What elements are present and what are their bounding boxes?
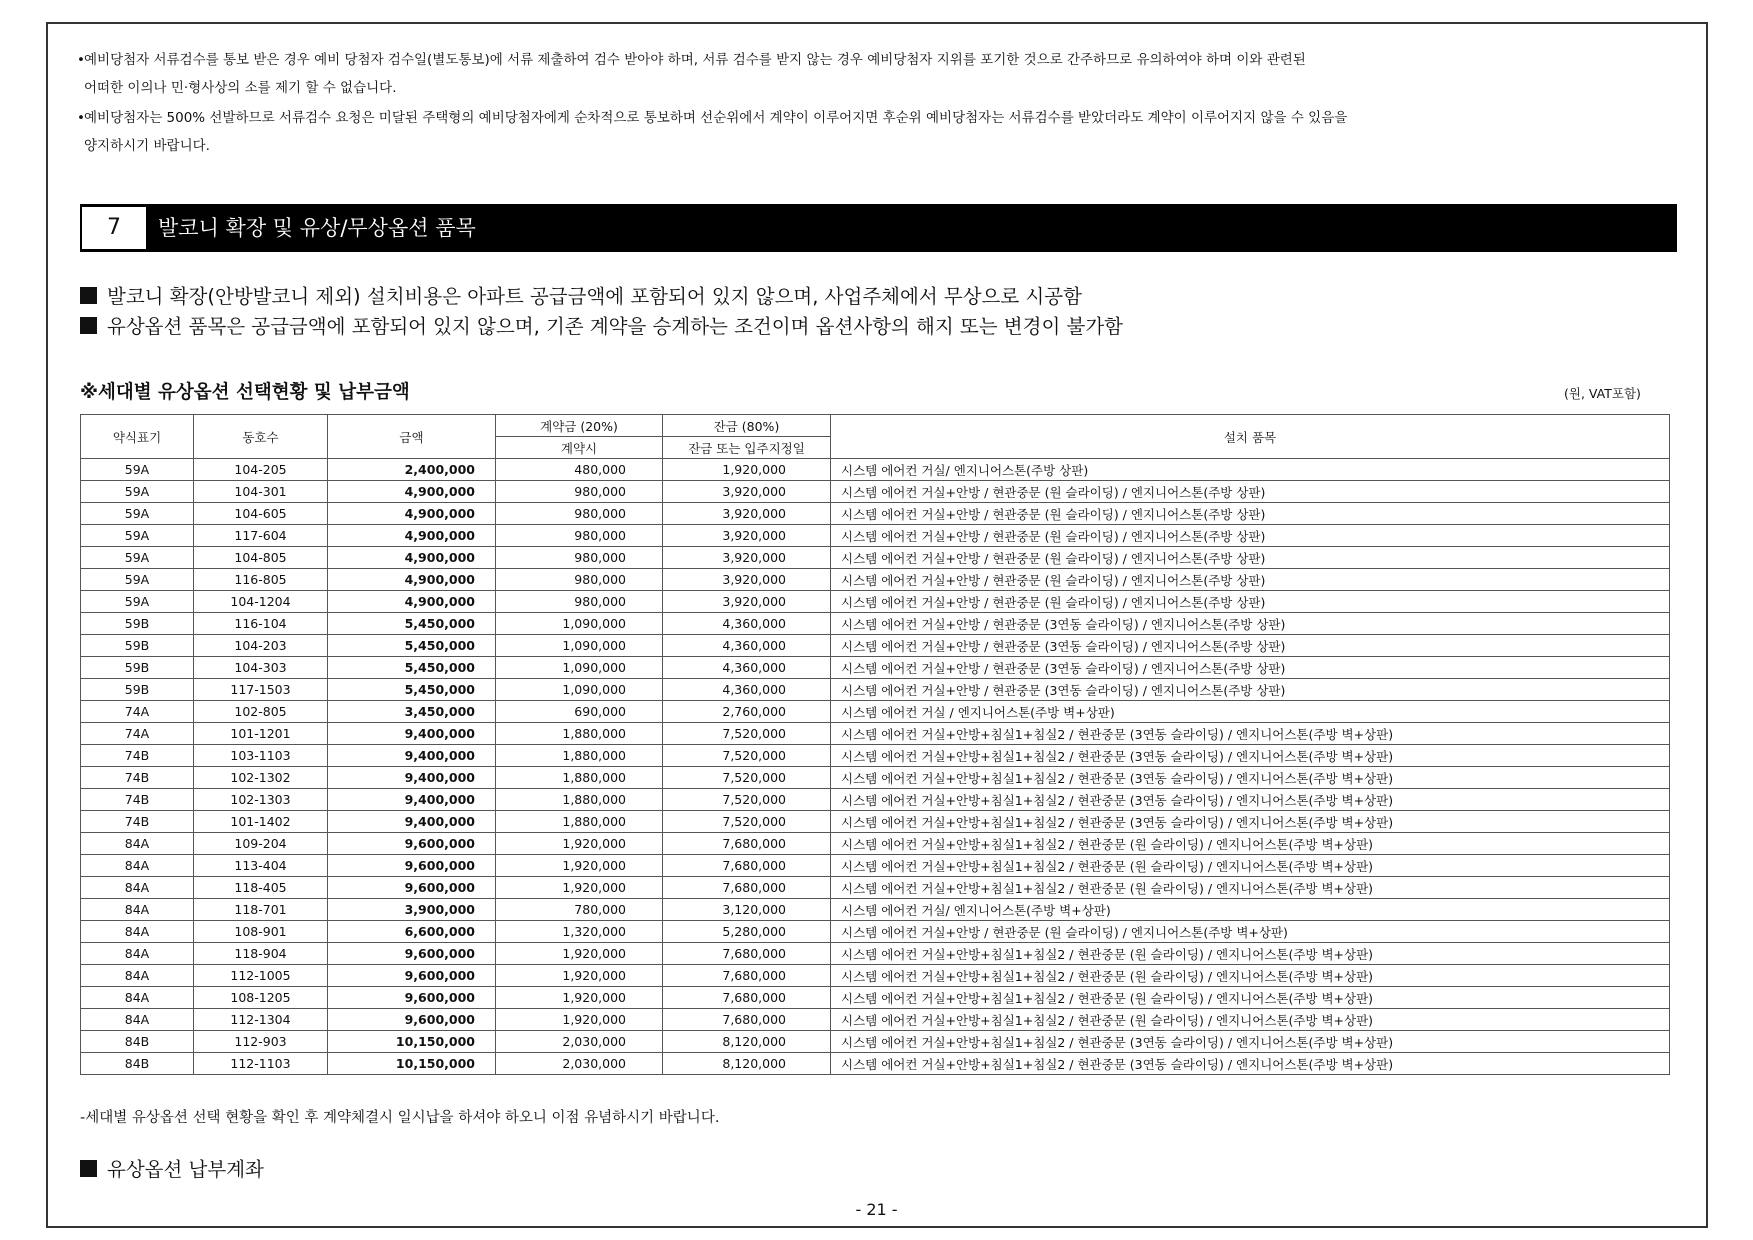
cell-unit: 118-701	[194, 899, 328, 921]
cell-deposit: 1,090,000	[496, 613, 663, 635]
cell-amount: 9,600,000	[328, 877, 496, 899]
cell-unit: 113-404	[194, 855, 328, 877]
cell-unit: 117-1503	[194, 679, 328, 701]
cell-items: 시스템 에어컨 거실+안방+침실1+침실2 / 현관중문 (3연동 슬라이딩) / 엔지니어스톤(주방 벽+상판)	[831, 789, 1670, 811]
cell-balance: 3,920,000	[663, 591, 831, 613]
header-deposit-sub: 계약시	[496, 437, 663, 459]
cell-balance: 3,120,000	[663, 899, 831, 921]
cell-deposit: 780,000	[496, 899, 663, 921]
cell-type: 84B	[81, 1031, 194, 1053]
cell-deposit: 1,920,000	[496, 965, 663, 987]
cell-type: 59A	[81, 525, 194, 547]
cell-unit: 118-405	[194, 877, 328, 899]
cell-balance: 7,680,000	[663, 943, 831, 965]
cell-unit: 116-805	[194, 569, 328, 591]
table-row	[81, 855, 1670, 877]
cell-deposit: 1,920,000	[496, 943, 663, 965]
payment-heading-line	[80, 1154, 264, 1182]
cell-amount: 9,600,000	[328, 1009, 496, 1031]
notice-line: 양지하시기 바랍니다.	[84, 138, 210, 154]
cell-type: 74B	[81, 789, 194, 811]
cell-balance: 3,920,000	[663, 481, 831, 503]
cell-deposit: 1,880,000	[496, 767, 663, 789]
cell-items: 시스템 에어컨 거실+안방 / 현관중문 (원 슬라이딩) / 엔지니어스톤(주방 상판)	[831, 481, 1670, 503]
cell-amount: 5,450,000	[328, 657, 496, 679]
table-row	[81, 943, 1670, 965]
cell-type: 59A	[81, 503, 194, 525]
cell-amount: 4,900,000	[328, 591, 496, 613]
cell-items: 시스템 에어컨 거실+안방+침실1+침실2 / 현관중문 (3연동 슬라이딩) / 엔지니어스톤(주방 벽+상판)	[831, 811, 1670, 833]
cell-type: 59A	[81, 459, 194, 481]
cell-balance: 7,680,000	[663, 987, 831, 1009]
cell-amount: 9,600,000	[328, 987, 496, 1009]
table-row	[81, 1009, 1670, 1031]
cell-items: 시스템 에어컨 거실+안방 / 현관중문 (3연동 슬라이딩) / 엔지니어스톤(주방 상판)	[831, 635, 1670, 657]
unit-note: (원, VAT포함)	[1564, 386, 1641, 401]
payment-heading: 유상옵션 납부계좌	[107, 1158, 264, 1181]
table-row	[81, 1053, 1670, 1075]
cell-balance: 7,680,000	[663, 965, 831, 987]
cell-type: 59A	[81, 591, 194, 613]
cell-amount: 3,900,000	[328, 899, 496, 921]
cell-items: 시스템 에어컨 거실+안방 / 현관중문 (3연동 슬라이딩) / 엔지니어스톤(주방 상판)	[831, 679, 1670, 701]
cell-unit: 108-901	[194, 921, 328, 943]
cell-unit: 102-805	[194, 701, 328, 723]
cell-amount: 4,900,000	[328, 547, 496, 569]
cell-deposit: 1,090,000	[496, 657, 663, 679]
section-number: 7	[82, 207, 146, 249]
cell-items: 시스템 에어컨 거실+안방+침실1+침실2 / 현관중문 (원 슬라이딩) / 엔지니어스톤(주방 벽+상판)	[831, 833, 1670, 855]
cell-type: 74B	[81, 767, 194, 789]
table-row	[81, 679, 1670, 701]
table-row	[81, 1031, 1670, 1053]
cell-amount: 9,400,000	[328, 723, 496, 745]
table-body	[81, 459, 1670, 1075]
cell-items: 시스템 에어컨 거실+안방+침실1+침실2 / 현관중문 (원 슬라이딩) / 엔지니어스톤(주방 벽+상판)	[831, 1009, 1670, 1031]
cell-deposit: 1,920,000	[496, 833, 663, 855]
table-row	[81, 767, 1670, 789]
cell-items: 시스템 에어컨 거실+안방 / 현관중문 (원 슬라이딩) / 엔지니어스톤(주방 벽+상판)	[831, 921, 1670, 943]
header-balance: 잔금 (80%)	[663, 415, 831, 437]
cell-items: 시스템 에어컨 거실+안방+침실1+침실2 / 현관중문 (원 슬라이딩) / 엔지니어스톤(주방 벽+상판)	[831, 943, 1670, 965]
cell-balance: 4,360,000	[663, 679, 831, 701]
table-row	[81, 569, 1670, 591]
cell-items: 시스템 에어컨 거실+안방 / 현관중문 (원 슬라이딩) / 엔지니어스톤(주방 상판)	[831, 591, 1670, 613]
cell-balance: 2,760,000	[663, 701, 831, 723]
cell-type: 59A	[81, 569, 194, 591]
section-title: 발코니 확장 및 유상/무상옵션 품목	[158, 216, 476, 240]
cell-deposit: 480,000	[496, 459, 663, 481]
cell-items: 시스템 에어컨 거실+안방+침실1+침실2 / 현관중문 (3연동 슬라이딩) / 엔지니어스톤(주방 벽+상판)	[831, 745, 1670, 767]
table-row	[81, 459, 1670, 481]
cell-unit: 104-303	[194, 657, 328, 679]
cell-amount: 9,400,000	[328, 767, 496, 789]
table-row	[81, 789, 1670, 811]
cell-amount: 9,400,000	[328, 811, 496, 833]
cell-type: 84A	[81, 987, 194, 1009]
cell-items: 시스템 에어컨 거실 / 엔지니어스톤(주방 벽+상판)	[831, 701, 1670, 723]
bullet-text: 발코니 확장(안방발코니 제외) 설치비용은 아파트 공급금액에 포함되어 있지 않으며, 사업주체에서 무상으로 시공함	[107, 285, 1082, 308]
cell-unit: 118-904	[194, 943, 328, 965]
cell-unit: 109-204	[194, 833, 328, 855]
cell-balance: 8,120,000	[663, 1031, 831, 1053]
notice-paragraph-2: • 예비당첨자는 500% 선발하므로 서류검수 요청은 미달된 주택형의 예비당첨자에게 순차적으로 통보하며 선순위에서 계약이 이루어지면 후순위 예비당첨자는 서류검수를 받았더라도 계약이 이루어지지 않을 수 있음을 양지하시기 바랍니다.	[84, 104, 1684, 160]
cell-items: 시스템 에어컨 거실+안방 / 현관중문 (원 슬라이딩) / 엔지니어스톤(주방 상판)	[831, 547, 1670, 569]
cell-type: 84A	[81, 899, 194, 921]
cell-deposit: 980,000	[496, 481, 663, 503]
cell-balance: 4,360,000	[663, 657, 831, 679]
header-unit: 동호수	[194, 415, 328, 459]
notice-line: 어떠한 이의나 민·형사상의 소를 제기 할 수 없습니다.	[84, 80, 397, 96]
cell-unit: 101-1402	[194, 811, 328, 833]
cell-type: 74A	[81, 723, 194, 745]
cell-amount: 3,450,000	[328, 701, 496, 723]
cell-deposit: 2,030,000	[496, 1031, 663, 1053]
cell-unit: 104-805	[194, 547, 328, 569]
cell-deposit: 1,090,000	[496, 679, 663, 701]
cell-items: 시스템 에어컨 거실+안방+침실1+침실2 / 현관중문 (3연동 슬라이딩) / 엔지니어스톤(주방 벽+상판)	[831, 1031, 1670, 1053]
footnote: -세대별 유상옵션 선택 현황을 확인 후 계약체결시 일시납을 하셔야 하오니 이점 유념하시기 바랍니다.	[80, 1110, 720, 1126]
notice-line: 예비당첨자는 500% 선발하므로 서류검수 요청은 미달된 주택형의 예비당첨자에게 순차적으로 통보하며 선순위에서 계약이 이루어지면 후순위 예비당첨자는 서류검수를 받았더라도 계약이 이루어지지 않을 수 있음을	[84, 110, 1348, 126]
cell-amount: 4,900,000	[328, 481, 496, 503]
cell-amount: 4,900,000	[328, 569, 496, 591]
bullet-line-1	[80, 284, 1082, 310]
cell-balance: 3,920,000	[663, 503, 831, 525]
table-row	[81, 701, 1670, 723]
cell-items: 시스템 에어컨 거실+안방 / 현관중문 (원 슬라이딩) / 엔지니어스톤(주방 상판)	[831, 503, 1670, 525]
cell-items: 시스템 에어컨 거실+안방 / 현관중문 (원 슬라이딩) / 엔지니어스톤(주방 상판)	[831, 569, 1670, 591]
cell-balance: 7,520,000	[663, 767, 831, 789]
cell-deposit: 1,920,000	[496, 877, 663, 899]
cell-unit: 108-1205	[194, 987, 328, 1009]
cell-balance: 3,920,000	[663, 547, 831, 569]
cell-items: 시스템 에어컨 거실+안방 / 현관중문 (원 슬라이딩) / 엔지니어스톤(주방 상판)	[831, 525, 1670, 547]
cell-deposit: 1,920,000	[496, 987, 663, 1009]
cell-balance: 7,680,000	[663, 833, 831, 855]
cell-deposit: 1,880,000	[496, 789, 663, 811]
table-row	[81, 591, 1670, 613]
table-row	[81, 965, 1670, 987]
cell-amount: 5,450,000	[328, 679, 496, 701]
cell-deposit: 690,000	[496, 701, 663, 723]
cell-unit: 104-205	[194, 459, 328, 481]
table-row	[81, 987, 1670, 1009]
notice-paragraph-1: • 예비당첨자 서류검수를 통보 받은 경우 예비 당첨자 검수일(별도통보)에 서류 제출하여 검수 받아야 하며, 서류 검수를 받지 않는 경우 예비당첨자 지위를 포기한 것으로 간주하므로 유의하여야 하며 이와 관련된 어떠한 이의나 민·형사상의 소를 제기 할 수 없습니다.	[84, 46, 1684, 102]
table-row	[81, 503, 1670, 525]
cell-unit: 102-1303	[194, 789, 328, 811]
table-row	[81, 811, 1670, 833]
cell-type: 84A	[81, 965, 194, 987]
square-bullet-icon	[80, 317, 97, 334]
cell-items: 시스템 에어컨 거실+안방+침실1+침실2 / 현관중문 (원 슬라이딩) / 엔지니어스톤(주방 벽+상판)	[831, 987, 1670, 1009]
cell-deposit: 1,880,000	[496, 723, 663, 745]
table-row	[81, 921, 1670, 943]
cell-deposit: 1,920,000	[496, 855, 663, 877]
cell-balance: 7,680,000	[663, 877, 831, 899]
cell-items: 시스템 에어컨 거실+안방+침실1+침실2 / 현관중문 (원 슬라이딩) / 엔지니어스톤(주방 벽+상판)	[831, 877, 1670, 899]
cell-unit: 104-203	[194, 635, 328, 657]
cell-deposit: 1,920,000	[496, 1009, 663, 1031]
cell-deposit: 980,000	[496, 547, 663, 569]
table-row	[81, 745, 1670, 767]
cell-type: 59A	[81, 547, 194, 569]
cell-items: 시스템 에어컨 거실+안방 / 현관중문 (3연동 슬라이딩) / 엔지니어스톤(주방 상판)	[831, 613, 1670, 635]
cell-deposit: 980,000	[496, 591, 663, 613]
cell-unit: 112-1304	[194, 1009, 328, 1031]
cell-amount: 9,600,000	[328, 833, 496, 855]
cell-balance: 3,920,000	[663, 569, 831, 591]
cell-amount: 9,400,000	[328, 745, 496, 767]
cell-amount: 6,600,000	[328, 921, 496, 943]
cell-unit: 112-1005	[194, 965, 328, 987]
cell-unit: 116-104	[194, 613, 328, 635]
cell-items: 시스템 에어컨 거실+안방 / 현관중문 (3연동 슬라이딩) / 엔지니어스톤(주방 상판)	[831, 657, 1670, 679]
cell-balance: 7,520,000	[663, 811, 831, 833]
table-row	[81, 525, 1670, 547]
cell-balance: 7,520,000	[663, 745, 831, 767]
bullet-line-2	[80, 314, 1123, 340]
cell-unit: 117-604	[194, 525, 328, 547]
header-items: 설치 품목	[831, 415, 1670, 459]
cell-amount: 2,400,000	[328, 459, 496, 481]
table-row	[81, 877, 1670, 899]
page-number: - 21 -	[855, 1200, 898, 1219]
cell-type: 84A	[81, 1009, 194, 1031]
cell-items: 시스템 에어컨 거실+안방+침실1+침실2 / 현관중문 (3연동 슬라이딩) / 엔지니어스톤(주방 벽+상판)	[831, 767, 1670, 789]
cell-unit: 102-1302	[194, 767, 328, 789]
table-row	[81, 635, 1670, 657]
cell-type: 84A	[81, 833, 194, 855]
cell-deposit: 2,030,000	[496, 1053, 663, 1075]
cell-balance: 7,680,000	[663, 855, 831, 877]
cell-items: 시스템 에어컨 거실/ 엔지니어스톤(주방 상판)	[831, 459, 1670, 481]
cell-deposit: 1,880,000	[496, 745, 663, 767]
cell-deposit: 980,000	[496, 525, 663, 547]
cell-type: 74A	[81, 701, 194, 723]
cell-amount: 9,600,000	[328, 965, 496, 987]
cell-type: 59B	[81, 679, 194, 701]
table-row	[81, 833, 1670, 855]
cell-balance: 4,360,000	[663, 613, 831, 635]
cell-type: 84A	[81, 921, 194, 943]
cell-balance: 7,520,000	[663, 789, 831, 811]
table-row	[81, 481, 1670, 503]
cell-unit: 112-1103	[194, 1053, 328, 1075]
table-row	[81, 613, 1670, 635]
cell-type: 59B	[81, 657, 194, 679]
cell-amount: 4,900,000	[328, 503, 496, 525]
cell-deposit: 980,000	[496, 569, 663, 591]
cell-balance: 8,120,000	[663, 1053, 831, 1075]
cell-type: 74B	[81, 745, 194, 767]
cell-deposit: 1,880,000	[496, 811, 663, 833]
option-table	[80, 414, 1670, 1075]
header-balance-sub: 잔금 또는 입주지정일	[663, 437, 831, 459]
cell-unit: 112-903	[194, 1031, 328, 1053]
cell-type: 84A	[81, 877, 194, 899]
cell-amount: 9,400,000	[328, 789, 496, 811]
cell-balance: 5,280,000	[663, 921, 831, 943]
header-type: 약식표기	[81, 415, 194, 459]
cell-amount: 10,150,000	[328, 1053, 496, 1075]
cell-items: 시스템 에어컨 거실+안방+침실1+침실2 / 현관중문 (원 슬라이딩) / 엔지니어스톤(주방 벽+상판)	[831, 855, 1670, 877]
cell-unit: 104-1204	[194, 591, 328, 613]
cell-balance: 4,360,000	[663, 635, 831, 657]
section-header	[80, 204, 1677, 252]
cell-balance: 1,920,000	[663, 459, 831, 481]
cell-amount: 9,600,000	[328, 855, 496, 877]
cell-balance: 7,680,000	[663, 1009, 831, 1031]
table-row	[81, 723, 1670, 745]
header-deposit: 계약금 (20%)	[496, 415, 663, 437]
cell-unit: 104-301	[194, 481, 328, 503]
notice-line: 예비당첨자 서류검수를 통보 받은 경우 예비 당첨자 검수일(별도통보)에 서류 제출하여 검수 받아야 하며, 서류 검수를 받지 않는 경우 예비당첨자 지위를 포기한 것으로 간주하므로 유의하여야 하며 이와 관련된	[84, 52, 1306, 68]
cell-type: 84A	[81, 943, 194, 965]
cell-balance: 3,920,000	[663, 525, 831, 547]
cell-type: 59B	[81, 635, 194, 657]
cell-type: 74B	[81, 811, 194, 833]
bullet-text: 유상옵션 품목은 공급금액에 포함되어 있지 않으며, 기존 계약을 승계하는 조건이며 옵션사항의 해지 또는 변경이 불가함	[107, 315, 1123, 338]
square-bullet-icon	[80, 287, 97, 304]
cell-items: 시스템 에어컨 거실+안방+침실1+침실2 / 현관중문 (3연동 슬라이딩) / 엔지니어스톤(주방 벽+상판)	[831, 723, 1670, 745]
cell-amount: 4,900,000	[328, 525, 496, 547]
cell-deposit: 1,090,000	[496, 635, 663, 657]
table-row	[81, 547, 1670, 569]
cell-items: 시스템 에어컨 거실/ 엔지니어스톤(주방 벽+상판)	[831, 899, 1670, 921]
header-amount: 금액	[328, 415, 496, 459]
cell-amount: 5,450,000	[328, 613, 496, 635]
cell-items: 시스템 에어컨 거실+안방+침실1+침실2 / 현관중문 (원 슬라이딩) / 엔지니어스톤(주방 벽+상판)	[831, 965, 1670, 987]
cell-unit: 103-1103	[194, 745, 328, 767]
table-row	[81, 899, 1670, 921]
cell-items: 시스템 에어컨 거실+안방+침실1+침실2 / 현관중문 (3연동 슬라이딩) / 엔지니어스톤(주방 벽+상판)	[831, 1053, 1670, 1075]
cell-deposit: 980,000	[496, 503, 663, 525]
cell-type: 59A	[81, 481, 194, 503]
cell-balance: 7,520,000	[663, 723, 831, 745]
cell-unit: 101-1201	[194, 723, 328, 745]
cell-type: 84B	[81, 1053, 194, 1075]
cell-type: 59B	[81, 613, 194, 635]
cell-deposit: 1,320,000	[496, 921, 663, 943]
table-title: ※세대별 유상옵션 선택현황 및 납부금액	[80, 382, 410, 403]
square-bullet-icon	[80, 1160, 97, 1177]
cell-type: 84A	[81, 855, 194, 877]
cell-amount: 10,150,000	[328, 1031, 496, 1053]
table-row	[81, 657, 1670, 679]
cell-amount: 5,450,000	[328, 635, 496, 657]
cell-unit: 104-605	[194, 503, 328, 525]
cell-amount: 9,600,000	[328, 943, 496, 965]
